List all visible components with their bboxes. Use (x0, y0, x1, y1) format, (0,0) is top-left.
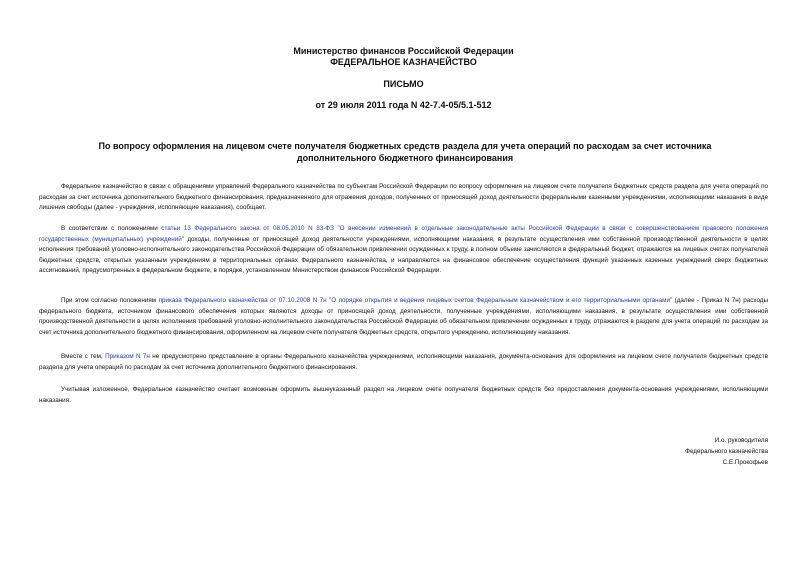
paragraph-3-text-start: При этом согласно положениям (61, 297, 159, 304)
signature-position: И.о. руководителя (714, 437, 768, 444)
paragraph-2 (39, 224, 768, 277)
ministry-name: Министерство финансов Российской Федерации (293, 46, 514, 56)
document-type: ПИСЬМО (383, 79, 424, 89)
paragraph-1: Федеральное казначейство в связи с обращениями управлений Федерального казначейства по субъектам Российской Федерации по вопросу оформления на лицевом счете получателя бюджетных средств раздела для учета операций по расходам за счет источника дополнительного бюджетного финансирования, предназначенного для отражения доходов, полученных от приносящей доход деятельности федеральными казенными учреждениями, исполняющими наказания в виде лишения свободы (далее - учреждения, исполняющие наказания), сообщает. (39, 183, 768, 212)
document-date-number: от 29 июля 2011 года N 42-7.4-05/5.1-512 (315, 100, 492, 110)
signature-name: С.Е.Прокофьев (722, 459, 768, 466)
paragraph-3 (39, 296, 768, 338)
paragraph-4-text-end: не предусмотрено представление в органы Федерального казначейства учреждениями, исполняющими наказания, документа-основания для оформления на лицевом счете получателя бюджетных средств раздела для учета операций по расходам за счет источника дополнительного бюджетного финансирования. (39, 353, 768, 371)
order-7n-short-link[interactable]: Приказом N 7н (105, 353, 150, 360)
paragraph-4-text-start: Вместе с тем, (61, 353, 106, 360)
treasury-name: ФЕДЕРАЛЬНОЕ КАЗНАЧЕЙСТВО (330, 57, 477, 67)
paragraph-4 (39, 352, 768, 373)
paragraph-3-text-end: (далее - Приказ N 7н) расходы федерального бюджета, источником финансового обеспечения которых являются доходы от приносящей доход деятельности, полученные учреждениями, исполняющими наказания, в результате осуществления ими собственной производственной деятельности в целях исполнения требований уголовно-исполнительного законодательства Российской Федерации об обязательном привлечении осужденных к труду, отражаются в разделе для учета операций по расходам за счет источника дополнительного бюджетного финансирования, оформленном на лицевом счете получателя бюджетных средств, открытого учреждению, исполняющему наказания. (39, 297, 769, 336)
document-subject: По вопросу оформления на лицевом счете получателя бюджетных средств раздела для учета операций по расходам за счет источника дополнительного бюджетного финансирования (98, 141, 712, 163)
signature-organization: Федерального казначейства (685, 448, 768, 455)
law-83-fz-link[interactable]: статьи 13 Федерального закона от 08.05.2010 N 83-ФЗ "О внесении изменений в отдельные законодательные акты Российской Федерации в связи с совершенствованием правового положения государственных (муниципальных) учреждений" (39, 225, 768, 243)
order-7n-link[interactable]: приказа Федерального казначейства от 07.10.2008 N 7н "О порядке открытия и ведения лицевых счетов Федеральным казначейством и его территориальными органами" (158, 297, 673, 304)
paragraph-2-text-start: В соответствии с положениями (61, 225, 162, 232)
paragraph-5: Учитывая изложенное, Федеральное казначейство считает возможным оформить вышеуказанный раздел на лицевом счете получателя бюджетных средств без предоставления документа-основания учреждениями, исполняющими наказания. (39, 386, 768, 404)
paragraph-2-text-end: доходы, полученные от приносящей доход деятельности учреждениями, исполняющими наказания, в результате осуществления ими собственной производственной деятельности в целях исполнения требований уголовно-исполнительного законодательства Российской Федерации об обязательном привлечении осужденных к труду, в полном объеме зачисляются в федеральный бюджет, отражаются на лицевых счетах получателей бюджетных средств, открытых указанным учреждениям в территориальных органах Федерального казначейства, и направляются на финансовое обеспечение осуществления функций указанных казенных учреждений сверх бюджетных ассигнований, предусмотренных в федеральном бюджете, в порядке, установленном Министерством финансов Российской Федерации. (39, 235, 768, 275)
